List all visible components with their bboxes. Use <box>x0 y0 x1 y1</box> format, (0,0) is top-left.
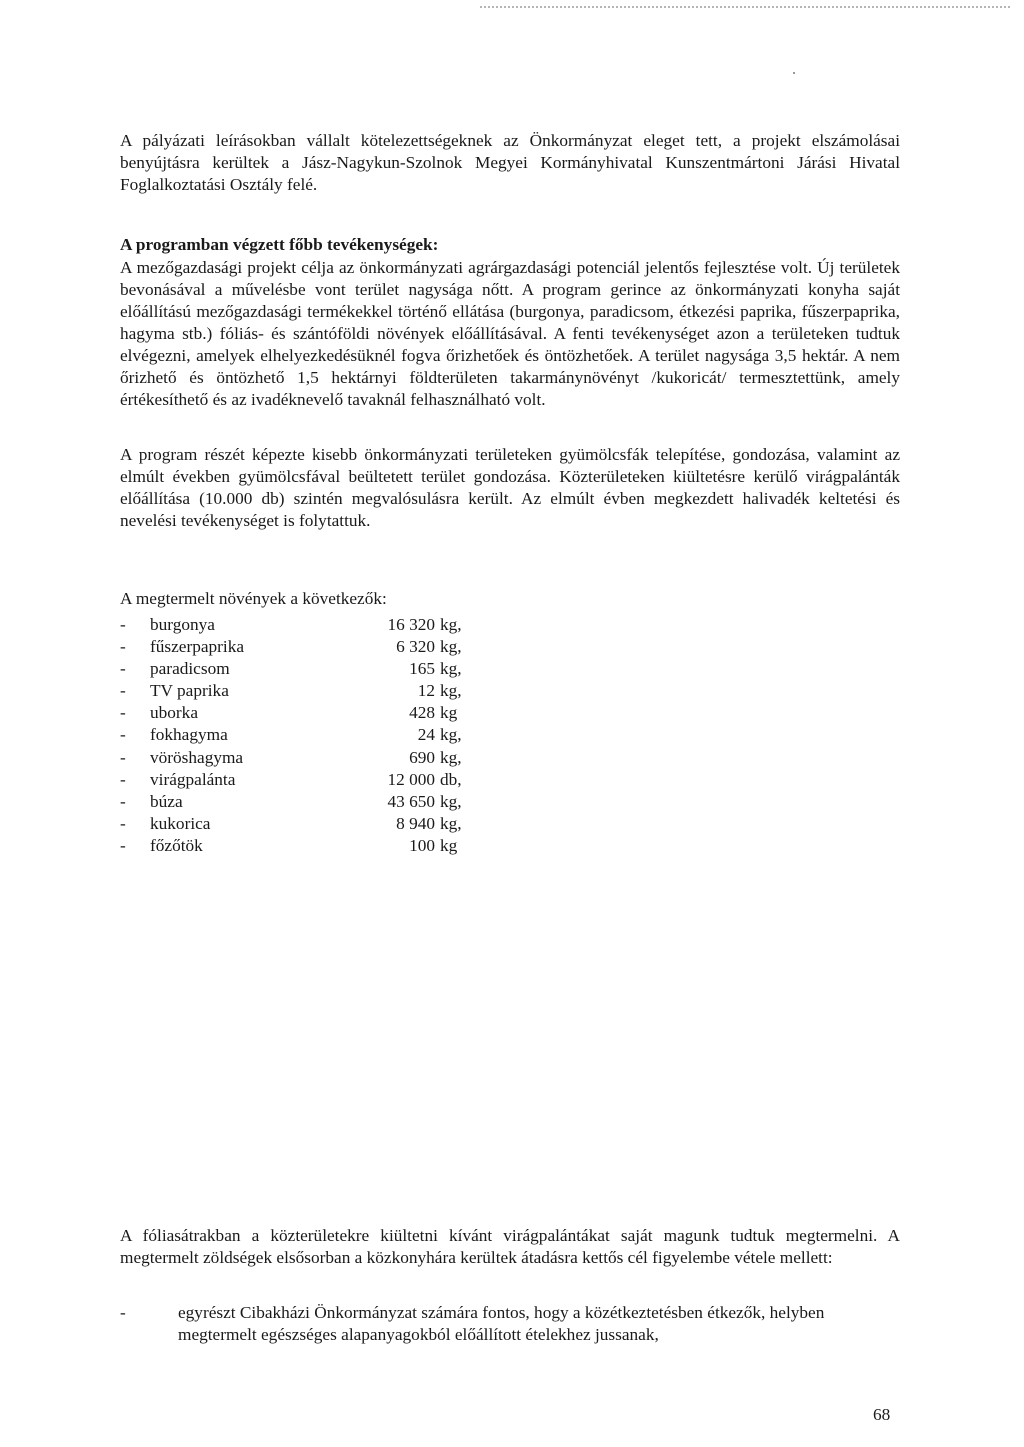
crop-item <box>120 614 520 636</box>
crop-item <box>120 724 520 746</box>
list-dash: - <box>120 769 126 789</box>
crop-quantity: 24 <box>417 725 435 745</box>
crop-unit: kg, <box>440 725 462 745</box>
goal-list <box>120 1302 900 1346</box>
crop-quantity: 165 <box>409 659 435 679</box>
crop-item <box>120 769 520 791</box>
list-dash: - <box>120 747 126 767</box>
crop-item <box>120 636 520 658</box>
crop-quantity: 100 <box>409 835 435 855</box>
crop-unit: kg <box>440 835 458 855</box>
crop-name: virágpalánta <box>150 769 236 789</box>
crop-quantity: 12 000 <box>387 769 435 789</box>
crop-name: kukorica <box>150 813 211 833</box>
crop-quantity: 12 <box>417 681 435 701</box>
list-dash: - <box>120 725 126 745</box>
crop-unit: kg <box>440 703 458 723</box>
crop-unit: kg, <box>440 747 462 767</box>
scan-artifact-line <box>480 6 1010 8</box>
paragraph-program-parts: A program részét képezte kisebb önkormányzati területeken gyümölcsfák telepítése, gondozása, valamint az elmúlt években gyümölcsfával beültetett terület gondozása. Közterületeken kiültetésre kerülő virágpalánták előállítása (10.000 db) szintén megvalósulásra került. Az elmúlt évben megkezdett halivadék keltetési és nevelési tevékenységet is folytattuk. <box>120 445 900 530</box>
crop-name: fokhagyma <box>150 725 228 745</box>
list-intro: A megtermelt növények a következők: <box>120 589 387 608</box>
list-dash: - <box>120 681 126 701</box>
crop-name: főzőtök <box>150 835 203 855</box>
crop-quantity: 428 <box>409 703 435 723</box>
crop-list <box>120 614 520 857</box>
crop-name: uborka <box>150 703 198 723</box>
paragraph-greenhouse: A fóliasátrakban a közterületekre kiültetni kívánt virágpalántákat saját magunk tudtuk megtermelni. A megtermelt zöldségek elsősorban a közkonyhára kerültek átadásra kettős cél figyelembe vétele mellett: <box>120 1226 900 1267</box>
list-dash: - <box>120 615 126 634</box>
list-dash: - <box>120 637 126 657</box>
crop-name: paradicsom <box>150 659 230 679</box>
page-number: 68 <box>873 1405 891 1424</box>
crop-item <box>120 747 520 769</box>
crop-unit: db, <box>440 769 462 789</box>
crop-quantity: 16 320 <box>387 615 435 634</box>
list-dash: - <box>120 791 126 811</box>
paragraph-project-goal: A mezőgazdasági projekt célja az önkormányzati agrárgazdasági potenciál jelentős fejlesztése volt. Új területek bevonásával a művelésbe vont terület nagysága nőtt. A program gerince az önkormányzati konyha saját előállítású mezőgazdasági termékekkel történő ellátása (burgonya, paradicsom, étkezési paprika, fűszerpaprika, hagyma stb.) fóliás- és szántóföldi növények előállításával. A fenti tevékenységet azon a területeken tudtuk elvégezni, amelyek elhelyezkedésüknél fogva őrizhetőek és öntözhetőek. A terület nagysága 3,5 hektár. A nem őrizhető és öntözhető 1,5 hektárnyi földterületen takarmánynövényt /kukoricát/ termesztettünk, amely értékesíthető és az ivadéknevelő tavaknál felhasználható volt. <box>120 258 900 409</box>
list-dash: - <box>120 703 126 723</box>
crop-item <box>120 791 520 813</box>
crop-name: búza <box>150 791 183 811</box>
goal-text: egyrészt Cibakházi Önkormányzat számára fontos, hogy a közétkeztetésben étkezők, helyben megtermelt egészséges alapanyagokból előállított ételekhez jussanak, <box>178 1303 825 1344</box>
crop-quantity: 690 <box>409 747 435 767</box>
crop-unit: kg, <box>440 615 462 634</box>
crop-name: vöröshagyma <box>150 747 244 767</box>
crop-item <box>120 702 520 724</box>
crop-unit: kg, <box>440 791 462 811</box>
list-dash: - <box>120 835 126 855</box>
crop-unit: kg, <box>440 813 462 833</box>
crop-item <box>120 658 520 680</box>
list-dash: - <box>120 659 126 679</box>
crop-quantity: 8 940 <box>396 813 435 833</box>
crop-quantity: 6 320 <box>396 637 435 657</box>
list-dash: - <box>120 813 126 833</box>
crop-name: fűszerpaprika <box>150 637 245 657</box>
crop-item <box>120 680 520 702</box>
crop-unit: kg, <box>440 637 462 657</box>
crop-name: burgonya <box>150 615 215 634</box>
crop-unit: kg, <box>440 659 462 679</box>
section-heading: A programban végzett főbb tevékenységek: <box>120 235 439 254</box>
crop-item <box>120 813 520 835</box>
paragraph-accounting: A pályázati leírásokban vállalt kötelezettségeknek az Önkormányzat eleget tett, a projekt elszámolásai benyújtásra kerültek a Jász-Nagykun-Szolnok Megyei Kormányhivatal Kunszentmártoni Járási Hivatal Foglalkoztatási Osztály felé. <box>120 131 900 194</box>
crop-name: TV paprika <box>150 681 229 701</box>
scan-artifact-dot <box>793 72 795 74</box>
goal-item <box>120 1302 900 1346</box>
crop-item <box>120 835 520 857</box>
list-dash: - <box>120 1303 126 1322</box>
crop-quantity: 43 650 <box>387 791 435 811</box>
crop-unit: kg, <box>440 681 462 701</box>
